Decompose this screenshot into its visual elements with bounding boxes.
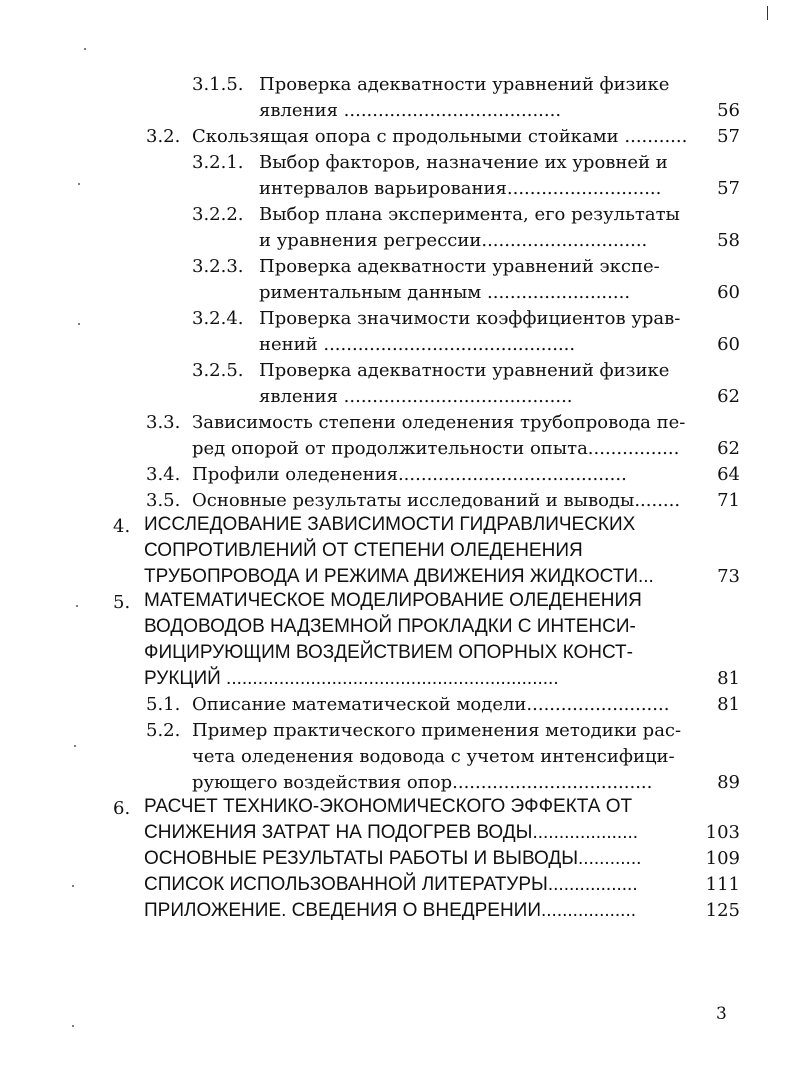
toc-page: 103 [705,822,740,843]
toc-page: 71 [717,490,740,511]
toc-page: 57 [717,178,740,199]
toc-title-line: ИССЛЕДОВАНИЕ ЗАВИСИМОСТИ ГИДРАВЛИЧЕСКИХ [144,514,636,535]
toc-title-line: ОСНОВНЫЕ РЕЗУЛЬТАТЫ РАБОТЫ И ВЫВОДЫ............ [144,848,642,869]
toc-page: 62 [717,386,740,407]
toc-page: 60 [717,334,740,355]
toc-title-line: Проверка адекватности уравнений экспе- [259,256,660,277]
toc-page: 60 [717,282,740,303]
toc-title-line: Выбор плана эксперимента, его результаты [259,204,680,225]
toc-title-line: ТРУБОПРОВОДА И РЕЖИМА ДВИЖЕНИЯ ЖИДКОСТИ... [144,566,654,587]
toc-number: 5. [113,592,131,613]
toc-title-line: Проверка адекватности уравнений физике [259,74,670,95]
toc-page: 73 [717,566,740,587]
toc-number: 5.2. [146,720,181,741]
toc-title-line: РУКЦИЙ ............................................................... [144,668,559,689]
toc-title-line: Пример практического применения методики рас- [192,720,682,741]
toc-number: 3.2.2. [192,204,244,225]
scan-speck [84,48,86,50]
toc-page: 109 [705,848,740,869]
toc-number: 3.2. [146,126,181,147]
toc-number: 3.5. [146,490,181,511]
toc-number: 3.2.3. [192,256,244,277]
toc-title-line: ред опорой от продолжительности опыта................ [192,438,680,459]
toc-title-line: ФИЦИРУЮЩИМ ВОЗДЕЙСТВИЕМ ОПОРНЫХ КОНСТ- [144,642,633,663]
toc-title-line: риментальным данным ......................... [259,282,631,303]
toc-number: 5.1. [146,694,181,715]
toc-title-line: Профили оледенения........................................ [192,464,627,485]
toc-title-line: ПРИЛОЖЕНИЕ. СВЕДЕНИЯ О ВНЕДРЕНИИ.................. [144,900,637,921]
scan-speck [72,885,74,887]
toc-number: 3.4. [146,464,181,485]
toc-title-line: СПИСОК ИСПОЛЬЗОВАННОЙ ЛИТЕРАТУРЫ................. [144,874,638,895]
toc-page: 62 [717,438,740,459]
page-number: 3 [716,1004,727,1024]
scan-speck [74,745,76,747]
toc-title-line: Основные результаты исследований и выводы........ [192,490,681,511]
toc-page: 81 [717,668,740,689]
toc-page: 111 [705,874,740,895]
toc-title-line: РАСЧЕТ ТЕХНИКО-ЭКОНОМИЧЕСКОГО ЭФФЕКТА ОТ [144,796,633,817]
toc-page: 57 [717,126,740,147]
toc-page: 81 [717,694,740,715]
scan-speck [78,323,80,325]
toc-title-line: нений ............................................ [259,334,576,355]
scan-speck [76,605,78,607]
toc-number: 6. [113,798,131,819]
toc-title-line: СНИЖЕНИЯ ЗАТРАТ НА ПОДОГРЕВ ВОДЫ.................... [144,822,639,843]
toc-number: 3.3. [146,412,181,433]
toc-title-line: интервалов варьирования........................... [259,178,662,199]
toc-page: 58 [717,230,740,251]
toc-title-line: Скользящая опора с продольными стойками ........... [192,126,688,147]
toc-title-line: Выбор факторов, назначение их уровней и [259,152,668,173]
toc-number: 3.1.5. [192,74,244,95]
toc-title-line: явления ...................................... [259,100,562,121]
scan-speck [72,1025,74,1027]
toc-title-line: МАТЕМАТИЧЕСКОЕ МОДЕЛИРОВАНИЕ ОЛЕДЕНЕНИЯ [144,590,642,611]
toc-number: 4. [113,516,131,537]
toc-number: 3.2.5. [192,360,244,381]
toc-page: 125 [705,900,740,921]
scan-speck [78,183,80,185]
scan-edge-mark [767,6,768,20]
toc-title-line: Проверка адекватности уравнений физике [259,360,670,381]
toc-title-line: СОПРОТИВЛЕНИЙ ОТ СТЕПЕНИ ОЛЕДЕНЕНИЯ [144,540,583,561]
toc-title-line: рующего воздействия опор................................... [192,772,653,793]
toc-title-line: чета оледенения водовода с учетом интенсифици- [192,746,675,767]
toc-title-line: и уравнения регрессии............................. [259,230,648,251]
toc-page: 89 [717,772,740,793]
toc-page: 64 [717,464,740,485]
toc-page: 56 [717,100,740,121]
toc-number: 3.2.4. [192,308,244,329]
toc-title-line: ВОДОВОДОВ НАДЗЕМНОЙ ПРОКЛАДКИ С ИНТЕНСИ- [144,616,636,637]
toc-title-line: Проверка значимости коэффициентов урав- [259,308,681,329]
toc-title-line: Описание математической модели......................... [192,694,670,715]
toc-title-line: явления ........................................ [259,386,573,407]
toc-number: 3.2.1. [192,152,244,173]
toc-title-line: Зависимость степени оледенения трубопровода пе- [192,412,686,433]
